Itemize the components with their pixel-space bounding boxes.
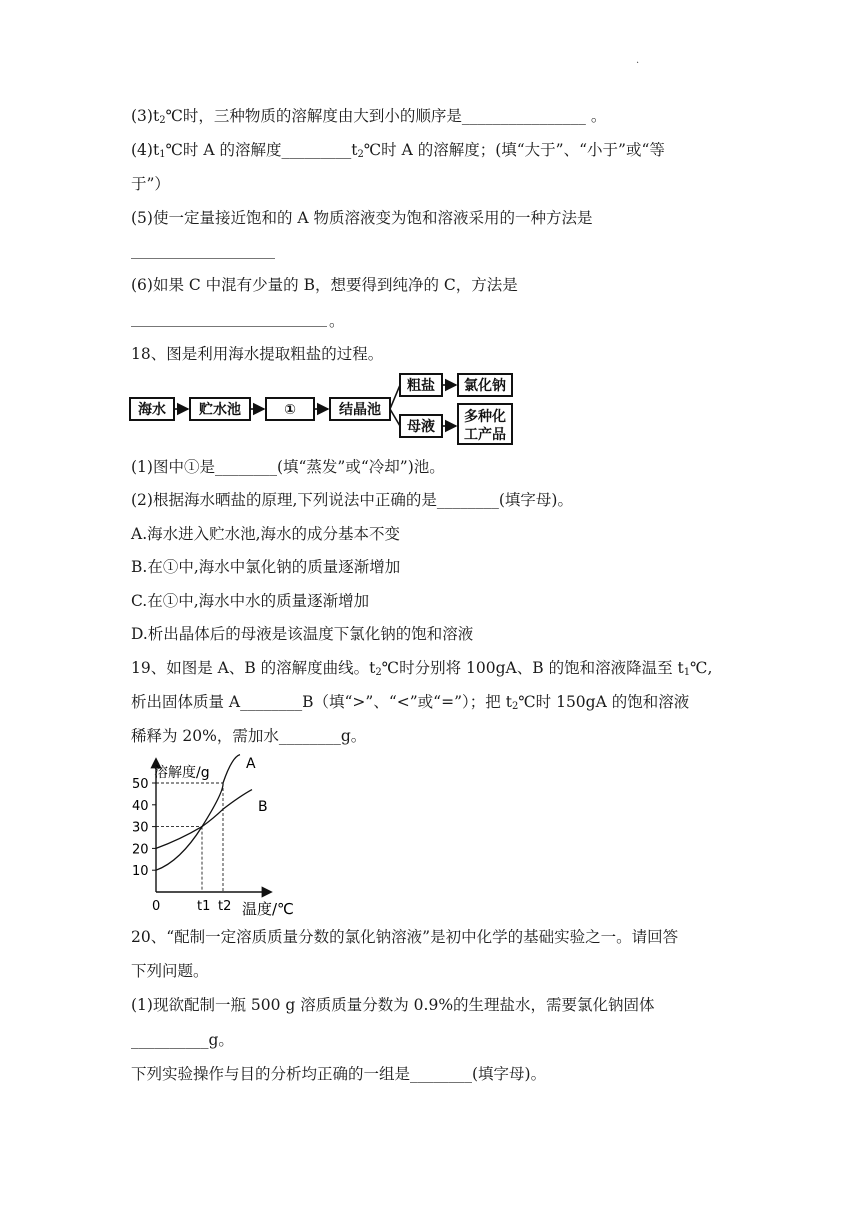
x-axis-label: 温度/℃	[242, 900, 294, 918]
q18-option-c: C.在①中,海水中水的质量逐渐增加	[131, 592, 370, 610]
x-tick-label-0: 0	[152, 899, 161, 914]
chart-guides	[156, 783, 223, 892]
q20-line2: 下列问题。	[131, 962, 209, 980]
q17-part5: (5)使一定量接近饱和的 A 物质溶液变为饱和溶液采用的一种方法是	[131, 209, 593, 227]
q20-line5: 下列实验操作与目的分析均正确的一组是________(填字母)。	[131, 1065, 547, 1083]
flow-products-2: 工产品	[464, 427, 506, 443]
flow-reservoir: 贮水池	[199, 402, 241, 418]
y-tick-label: 10	[132, 864, 149, 880]
q17-part4: $(4)t_1℃$时 A 的溶解度$\_\_\_\_\_\_\_\_\_t_2℃$时 A 的溶解度；(填“大于”、“小于”或“等	[131, 141, 665, 160]
q17-part6: (6)如果 C 中混有少量的 B，想要得到纯净的 C，方法是	[131, 276, 518, 294]
y-axis-label: 溶解度/g	[154, 765, 210, 781]
y-tick-label: 20	[132, 842, 149, 858]
page-dot: ·	[636, 58, 640, 69]
q17-part4-cont: 于”）	[131, 175, 170, 193]
q18-part1: (1)图中①是________(填“蒸发”或“冷却”)池。	[131, 458, 445, 476]
q17-part6-end: 。	[329, 312, 345, 330]
flow-products-1: 多种化	[464, 409, 506, 425]
q20-line4: __________g。	[131, 1031, 234, 1049]
flow-crude-salt: 粗盐	[407, 378, 435, 394]
q20-line3: (1)现欲配制一瓶 500 g 溶质质量分数为 0.9%的生理盐水，需要氯化钠固体	[131, 996, 655, 1014]
salt-flow-diagram	[128, 370, 528, 450]
flow-nacl: 氯化钠	[464, 378, 506, 394]
x-tick-label-t2: t2	[218, 899, 232, 914]
solubility-curve-chart	[128, 752, 298, 918]
q18-title: 18、图是利用海水提取粗盐的过程。	[131, 345, 384, 363]
q19-line3: 稀释为 20%，需加水________g。	[131, 727, 367, 745]
x-tick-label-t1: t1	[197, 899, 211, 914]
y-tick-label: 40	[132, 798, 149, 814]
curve-b-label: B	[258, 799, 268, 815]
q20-line1: 20、“配制一定溶质质量分数的氯化钠溶液”是初中化学的基础实验之一。请回答	[131, 928, 679, 946]
answer-blank-5[interactable]	[131, 258, 275, 259]
q19-line2: 析出固体质量 A________B（填“>”、“<”或“=”）；把 $t_2℃$时 150gA 的饱和溶液	[131, 693, 690, 712]
q18-option-d: D.析出晶体后的母液是该温度下氯化钠的饱和溶液	[131, 625, 474, 643]
flow-mother-liquor: 母液	[407, 419, 435, 435]
q17-part3: $(3)t_2℃$时，三种物质的溶解度由大到小的顺序是________________ 。	[131, 107, 607, 126]
y-tick-label: 30	[132, 820, 149, 836]
answer-blank-6[interactable]	[131, 326, 327, 327]
flow-step1: ①	[284, 402, 296, 418]
q19-line1: 19、如图是 A、B 的溶解度曲线。$t_2℃$时分别将 100gA、B 的饱和溶液降温至 $t_1℃$,	[131, 659, 713, 678]
q18-part2: (2)根据海水晒盐的原理,下列说法中正确的是________(填字母)。	[131, 491, 573, 509]
flow-seawater: 海水	[138, 402, 166, 418]
q18-option-b: B.在①中,海水中氯化钠的质量逐渐增加	[131, 558, 401, 576]
y-tick-label: 50	[132, 777, 149, 792]
curve-b-line	[156, 790, 252, 849]
flow-crystal: 结晶池	[339, 402, 381, 418]
q18-option-a: A.海水进入贮水池,海水的成分基本不变	[131, 525, 401, 543]
curve-a-label: A	[246, 756, 256, 772]
